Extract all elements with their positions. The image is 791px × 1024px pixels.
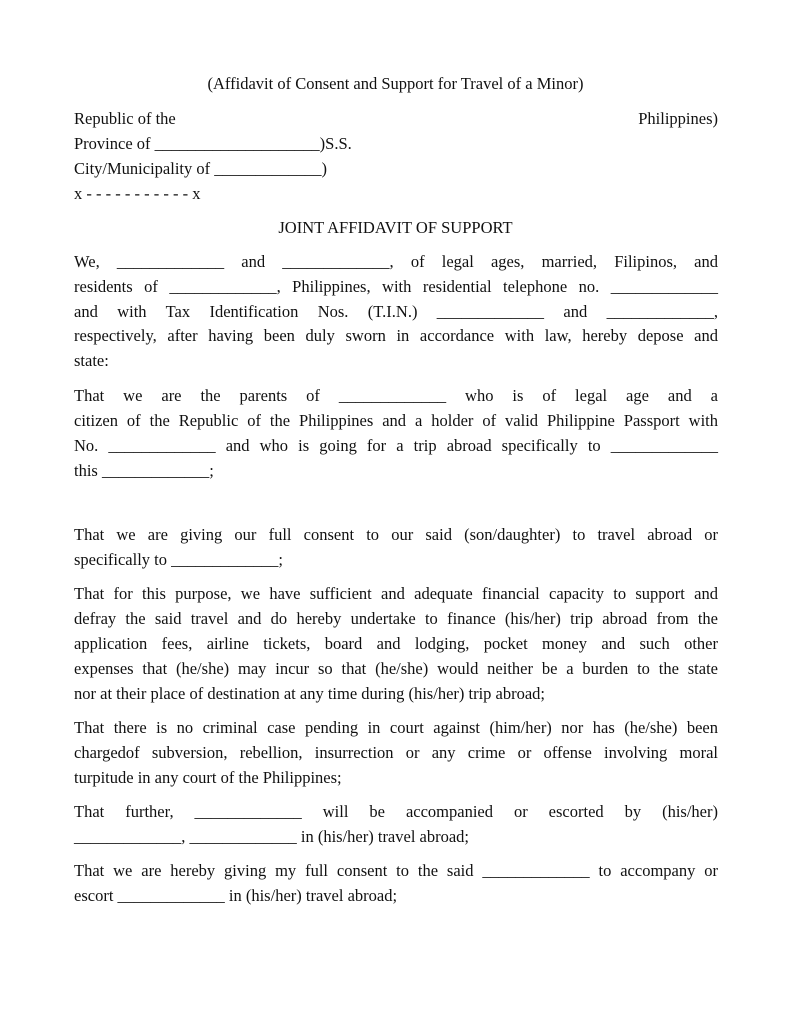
p4-line-4: expenses that (he/she) may incur so that (he/she) would neither be a burden to the state (74, 659, 718, 678)
p2-line-2: citizen of the Republic of the Philippines and a holder of valid Philippine Passport with (74, 411, 718, 430)
p3-line-1: That we are giving our full consent to our said (son/daughter) to travel abroad or (74, 525, 718, 544)
venue-province: Province of ____________________)S.S. (74, 134, 352, 153)
document-subtitle: (Affidavit of Consent and Support for Travel of a Minor) (207, 74, 584, 93)
p4-line-3: application fees, airline tickets, board and lodging, pocket money and such other (74, 634, 718, 653)
document-title: JOINT AFFIDAVIT OF SUPPORT (278, 218, 513, 237)
venue-republic: Republic of the (74, 109, 176, 128)
p6-line-1: That further, _____________ will be accompanied or escorted by (his/her) (74, 802, 718, 821)
p5-line-2: chargedof subversion, rebellion, insurrection or any crime or offense involving moral (74, 743, 718, 762)
p2-line-1: That we are the parents of _____________ who is of legal age and a (74, 386, 718, 405)
p1-line-3: and with Tax Identification Nos. (T.I.N.) _____________ and _____________, (74, 302, 718, 321)
p1-line-5: state: (74, 351, 109, 370)
p1-line-4: respectively, after having been duly sworn in accordance with law, hereby depose and (74, 326, 718, 345)
p2-line-4: this _____________; (74, 461, 214, 480)
p5-line-1: That there is no criminal case pending in court against (him/her) nor has (he/she) been (74, 718, 718, 737)
venue-philippines: Philippines) (638, 109, 718, 128)
p4-line-2: defray the said travel and do hereby undertake to finance (his/her) trip abroad from the (74, 609, 718, 628)
p1-line-2: residents of _____________, Philippines, with residential telephone no. _____________ (74, 277, 718, 296)
p3-line-2: specifically to _____________; (74, 550, 283, 569)
p4-line-5: nor at their place of destination at any time during (his/her) trip abroad; (74, 684, 546, 703)
p4-line-1: That for this purpose, we have sufficient and adequate financial capacity to support and (74, 584, 718, 603)
p7-line-1: That we are hereby giving my full consent to the said _____________ to accompany or (74, 861, 718, 880)
p5-line-3: turpitude in any court of the Philippines; (74, 768, 342, 787)
venue-separator: x - - - - - - - - - - - x (74, 184, 201, 203)
p2-line-3: No. _____________ and who is going for a trip abroad specifically to _____________ (74, 436, 718, 455)
p1-line-1: We, _____________ and _____________, of legal ages, married, Filipinos, and (74, 252, 718, 271)
venue-city: City/Municipality of _____________) (74, 159, 327, 178)
p6-line-2: _____________, _____________ in (his/her) travel abroad; (74, 827, 470, 846)
p7-line-2: escort _____________ in (his/her) travel abroad; (74, 886, 398, 905)
